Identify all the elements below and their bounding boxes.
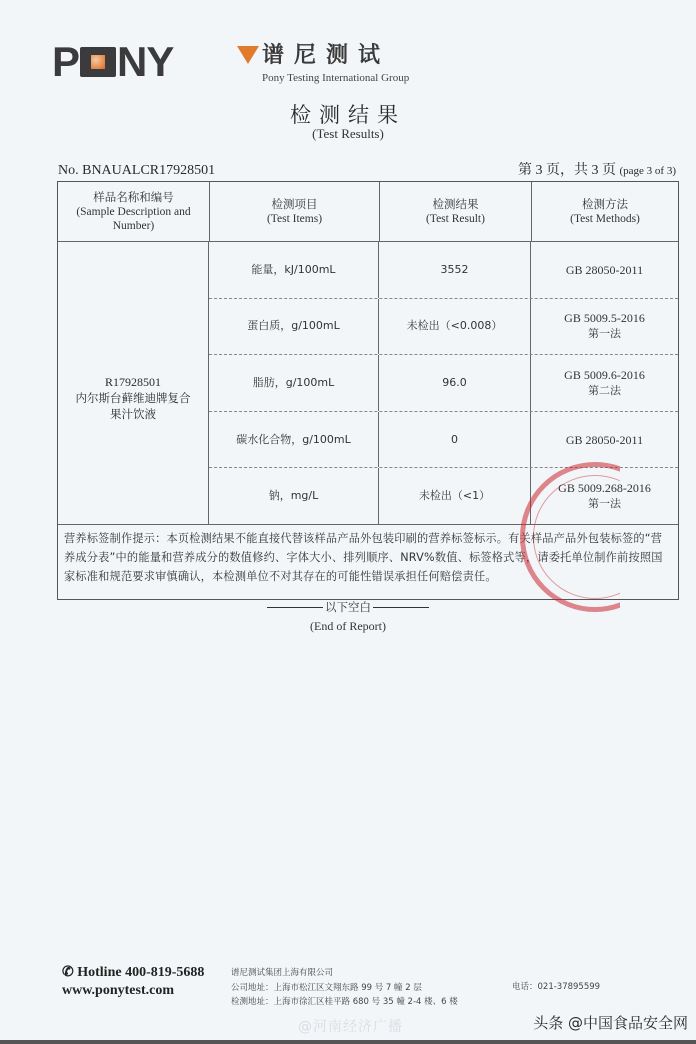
table-row [209, 468, 678, 524]
hotline: Hotline 400-819-5688 [77, 965, 205, 980]
footer-contact [62, 964, 204, 1000]
page-indicator [518, 159, 676, 179]
table-header [58, 182, 678, 242]
logo-triangle-icon [237, 46, 259, 64]
weibo-watermark: @河南经济广播 [298, 1019, 403, 1035]
page-title-cn: 检测结果 [290, 103, 406, 127]
test-item: 钠，mg/L [209, 468, 379, 524]
test-method: GB 5009.268-2016 第一法 [558, 481, 651, 511]
header-test-result: 检测结果 (Test Result) [380, 182, 532, 241]
test-result: 3552 [379, 242, 531, 298]
table-row [209, 412, 678, 469]
sample-name-line1: 内尔斯台藓维迪牌复合 [75, 391, 191, 405]
table-row [209, 299, 678, 356]
footer-company-info: 谱尼测试集团上海有限公司 公司地址：上海市松江区文翔东路 99 号 7 幢 2 层 检测地址：上海市徐汇区桂平路 680 号 35 幢 2-4 楼、6 楼 [231, 968, 458, 1007]
sample-cell [58, 242, 209, 524]
logo-chinese-name: 谱尼测试 [262, 43, 391, 68]
toutiao-watermark: 头条 @中国食品安全网 [533, 1014, 688, 1032]
test-method: GB 28050-2011 [565, 432, 644, 447]
header-test-methods: 检测方法 (Test Methods) [570, 197, 640, 225]
test-result: 0 [379, 412, 531, 468]
end-of-report: 以下空白 (End of Report) [0, 599, 696, 634]
results-table [57, 181, 679, 600]
website-link[interactable]: www.ponytest.com [62, 983, 174, 998]
logo-o-square-icon [80, 47, 116, 77]
page-indicator-en: (page 3 of 3) [619, 165, 676, 177]
table-body [58, 242, 678, 525]
divider [373, 607, 429, 608]
test-item: 能量，kJ/100mL [209, 242, 379, 298]
test-item: 脂肪，g/100mL [209, 355, 379, 411]
report-number: No. BNAUALCR17928501 [58, 163, 216, 178]
test-result: 未检出（<1） [379, 468, 531, 524]
page-indicator-cn: 第 3 页，共 3 页 [517, 163, 616, 178]
table-row [209, 355, 678, 412]
logo-wordmark: P NY [52, 38, 174, 85]
phone-icon: ✆ [62, 965, 74, 980]
header-sample: 样品名称和编号 (Sample Description and Number) [58, 182, 210, 241]
table-row [209, 242, 678, 299]
nutrition-label-notice: 营养标签制作提示：本页检测结果不能直接代替该样品产品外包装印刷的营养标签标示。有关样品产品外包装标签的“营养成分表”中的能量和营养成分的数值修约、字体大小、排列顺序、NRV%数值、标签格式等，请委托单位制作前按照国家标准和规范要求审慎确认，本检测单位不对其存在的可能性错误承担任何赔偿责任。 [64, 532, 663, 583]
footer-phone: 电话：021-37895599 [512, 982, 601, 992]
test-method: GB 5009.5-2016 第一法 [564, 311, 645, 341]
pony-logo [52, 38, 410, 85]
page-title-en: (Test Results) [312, 126, 384, 141]
test-method: GB 28050-2011 [565, 262, 644, 277]
test-result: 96.0 [379, 355, 531, 411]
test-item: 蛋白质，g/100mL [209, 299, 379, 355]
header-test-items: 检测项目 (Test Items) [210, 182, 380, 241]
bottom-bar [0, 1040, 696, 1044]
divider [267, 607, 323, 608]
sample-number: R17928501 [104, 375, 161, 389]
test-method: GB 5009.6-2016 第二法 [564, 367, 645, 397]
sample-name-line2: 果汁饮液 [110, 407, 156, 421]
test-result: 未检出（<0.008） [379, 299, 531, 355]
logo-english-name: Pony Testing International Group [262, 72, 410, 84]
test-item: 碳水化合物，g/100mL [209, 412, 379, 468]
